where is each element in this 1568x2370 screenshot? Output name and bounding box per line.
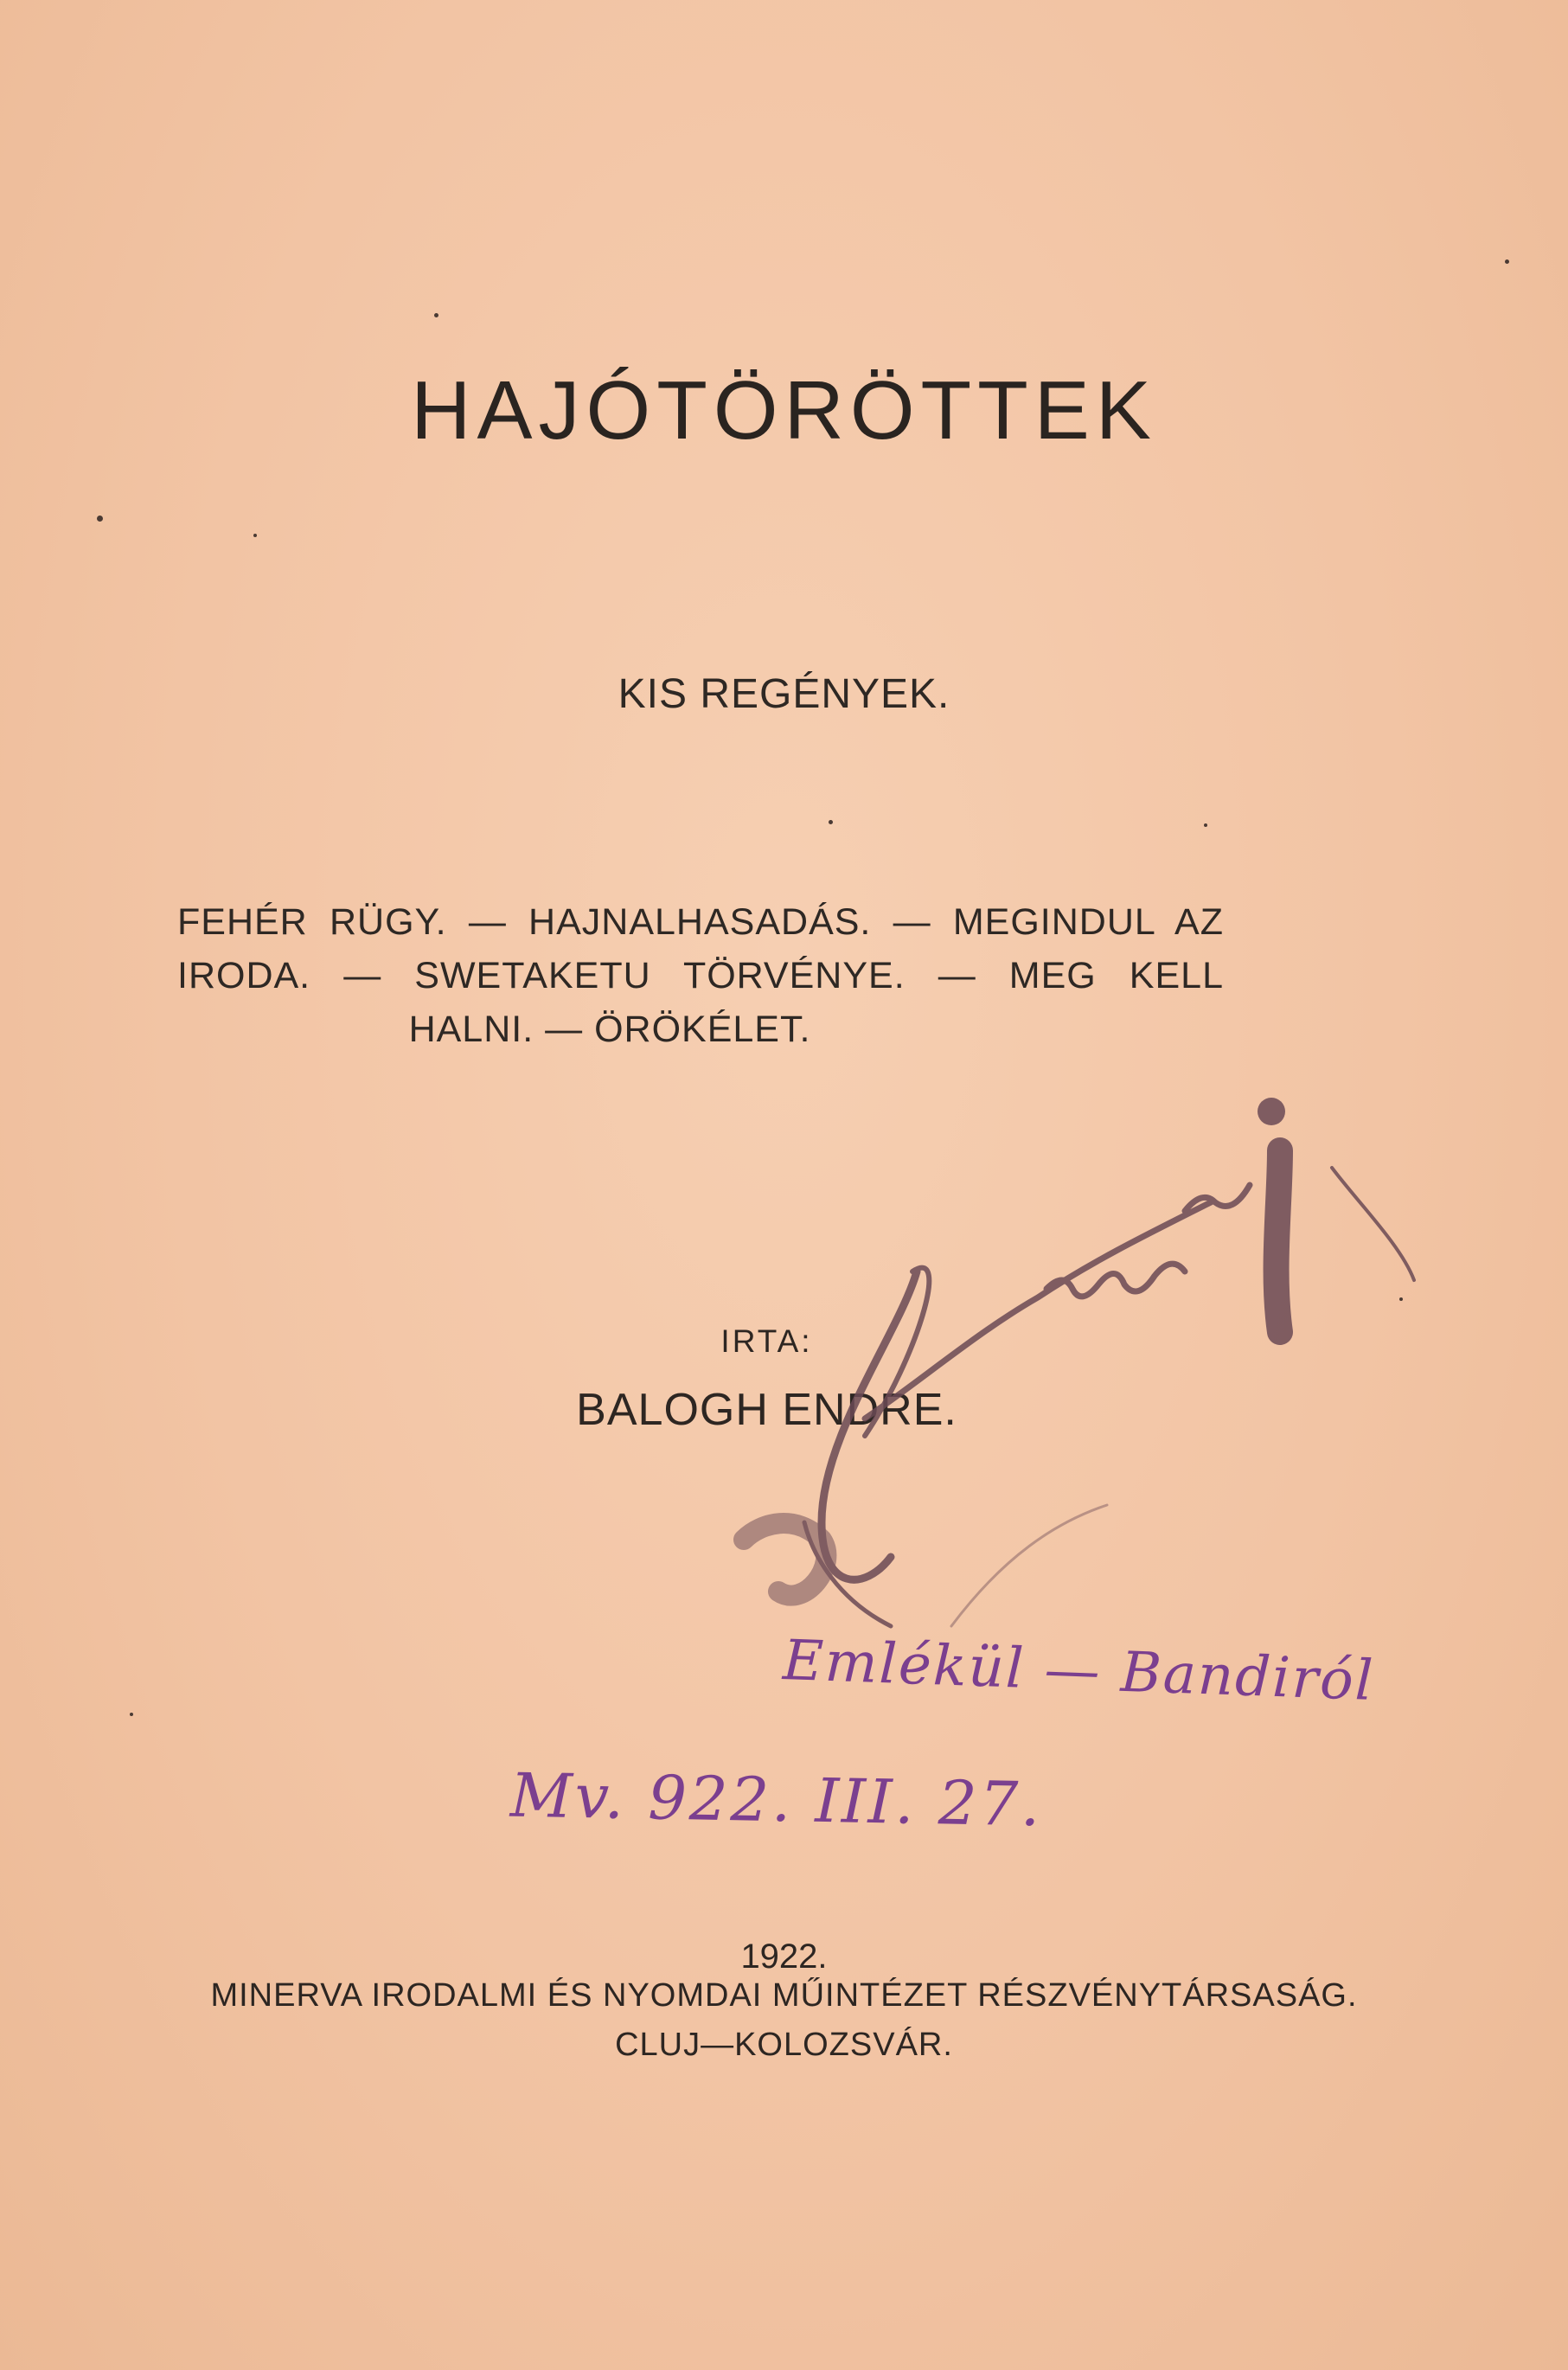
contents-line: HALNI. — ÖRÖKÉLET.	[408, 1009, 811, 1050]
byline-label: IRTA:	[720, 1323, 813, 1359]
publication-city: CLUJ—KOLOZSVÁR.	[615, 2027, 953, 2063]
subtitle: KIS REGÉNYEK.	[618, 671, 950, 717]
handwritten-dedication: Emlékül — Bandiról	[781, 1629, 1376, 1713]
paper-speck	[97, 516, 103, 522]
book-title: HAJÓTÖRÖTTEK	[411, 364, 1157, 457]
contents-line: FEHÉR RÜGY. — HAJNALHASADÁS. — MEGINDUL AZ	[177, 901, 1224, 943]
paper-speck	[1505, 259, 1509, 264]
paper-speck	[434, 313, 438, 317]
paper-speck	[130, 1713, 133, 1716]
contents-list	[177, 895, 1224, 1056]
paper-speck	[829, 820, 833, 824]
publisher-name: MINERVA IRODALMI ÉS NYOMDAI MŰINTÉZET RÉSZVÉNYTÁRSASÁG.	[210, 1977, 1358, 2014]
author-name: BALOGH ENDRE.	[576, 1385, 957, 1435]
contents-line: IRODA. — SWETAKETU TÖRVÉNYE. — MEG KELL	[177, 955, 1224, 996]
paper-speck	[1204, 823, 1207, 827]
publication-year: 1922.	[740, 1938, 828, 1976]
handwritten-signature	[692, 1073, 1470, 1678]
handwritten-date: Mv. 922. III. 27.	[509, 1759, 1043, 1841]
paper-speck	[253, 534, 257, 537]
